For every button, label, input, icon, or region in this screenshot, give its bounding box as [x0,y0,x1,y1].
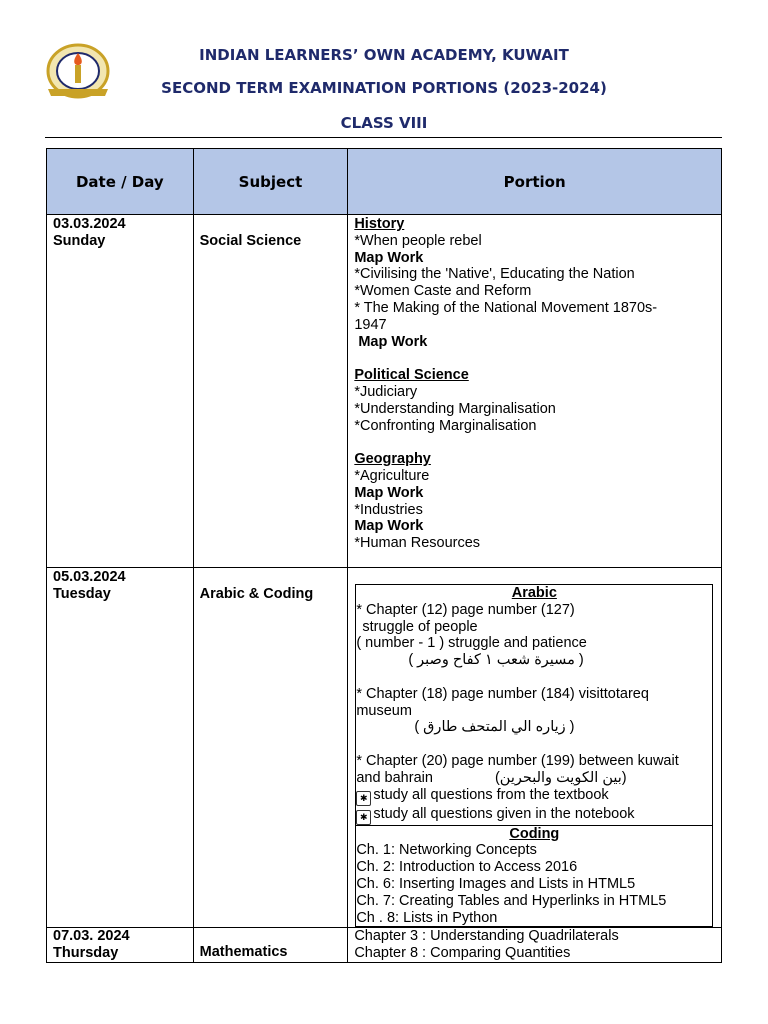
portion-line: *Women Caste and Reform [354,283,532,300]
header-portion: Portion [348,149,722,215]
lightbulb-icon: ✱ [356,791,371,806]
portion-line: Ch. 2: Introduction to Access 2016 [356,859,578,876]
portion-line: *Confronting Marginalisation [354,417,537,434]
day: Sunday [53,232,106,249]
date-cell [47,568,194,928]
portion-cell [348,215,722,568]
portion-line: *Understanding Marginalisation [354,400,556,417]
portion-line: Ch. 7: Creating Tables and Hyperlinks in HTML5 [356,892,667,909]
portion-line: * The Making of the National Movement 1870s- [354,299,658,316]
map-work-label: Map Work [354,518,424,535]
study-note: study all questions given in the notebook [373,805,635,822]
portion-line: ( number - 1 ) struggle and patience [356,635,587,652]
date-cell [47,928,194,963]
lightbulb-icon: ✱ [356,810,371,825]
table-header-row [47,149,722,215]
portion-line: Chapter 8 : Comparing Quantities [354,945,571,962]
date: 03.03.2024 [53,216,126,232]
portion-line: *Human Resources [354,535,481,552]
portion-line: *When people rebel [354,232,482,249]
day: Tuesday [53,585,111,602]
header-divider [45,137,722,138]
study-note: study all questions from the textbook [373,786,609,803]
header-subject: Subject [193,149,348,215]
portion-line: 1947 [354,316,387,333]
portion-line: Chapter 3 : Understanding Quadrilaterals [354,928,619,945]
arabic-text: ( مسيرة شعب ١ كفاح وصبر ) [408,652,584,669]
map-work-label: Map Work [354,249,424,266]
subject: Arabic & Coding [199,586,314,602]
header-date-day: Date / Day [47,149,194,215]
portions-table [46,148,722,963]
school-logo [45,43,111,99]
subject-cell [193,928,348,963]
portion-line: and bahrain [356,769,433,786]
portion-line: * Chapter (12) page number (127) [356,601,575,618]
subject-cell [193,568,348,928]
arabic-coding-table [355,584,713,927]
coding-section [356,825,713,927]
portion-line: Ch . 8: Lists in Python [356,909,498,926]
class-title: CLASS VIII [340,114,428,132]
portion-line: Ch. 6: Inserting Images and Lists in HTML5 [356,875,636,892]
school-name: INDIAN LEARNERS’ OWN ACADEMY, KUWAIT [199,46,569,64]
subject: Social Science [199,233,302,249]
arabic-section [356,585,713,826]
date: 05.03.2024 [53,569,126,585]
portion-line: Ch. 1: Networking Concepts [356,842,537,859]
portion-line: *Civilising the 'Native', Educating the Nation [354,266,635,283]
portion-line: * Chapter (18) page number (184) visittotareq [356,685,649,702]
map-work-label: Map Work [354,333,428,350]
portion-line: museum [356,702,412,719]
portion-cell [348,568,722,928]
date-cell [47,215,194,568]
portion-line: *Agriculture [354,467,430,484]
section-heading: Political Science [354,367,469,384]
date: 07.03. 2024 [53,928,130,945]
table-row [47,568,722,928]
portion-line: * Chapter (20) page number (199) between kuwait [356,752,679,769]
map-work-label: Map Work [354,484,424,501]
subject-cell [193,215,348,568]
table-row [47,928,722,963]
day: Thursday [53,945,119,962]
subject: Mathematics [199,944,288,961]
portion-line: *Industries [354,501,423,518]
section-heading: Geography [354,451,431,468]
portion-line: *Judiciary [354,383,418,400]
portion-line: struggle of people [362,618,478,635]
portion-cell [348,928,722,963]
section-heading: Arabic [511,585,557,601]
section-heading: Coding [509,825,560,842]
arabic-text: (بين الكويت والبحرين) [494,769,627,786]
exam-title: SECOND TERM EXAMINATION PORTIONS (2023-2024) [161,79,607,97]
table-row [47,215,722,568]
section-heading: History [354,216,405,232]
arabic-text: ( زياره الي المتحف طارق ) [414,719,575,736]
